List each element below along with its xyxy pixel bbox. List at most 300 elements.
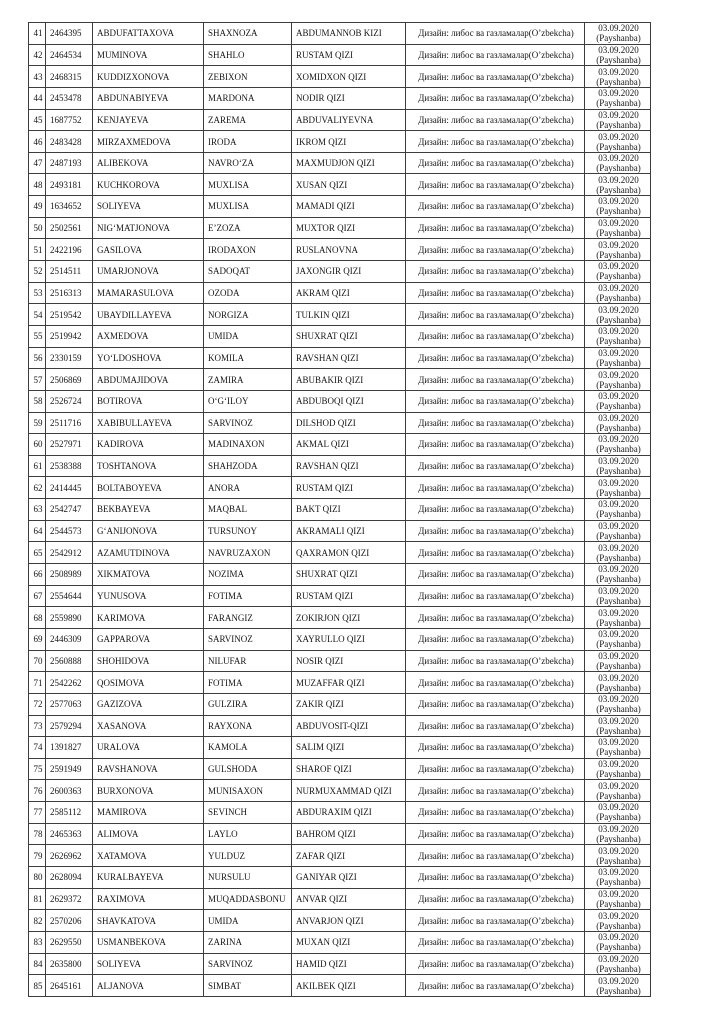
date-text: 03.09.2020	[598, 975, 639, 986]
surname-cell: BOLTABOYEVA	[93, 477, 204, 499]
first-name-cell: KAMOLA	[204, 737, 292, 759]
student-id-cell: 2570206	[46, 910, 93, 932]
surname-cell: BOTIROVA	[93, 390, 204, 412]
exam-date-cell	[585, 455, 651, 477]
student-id-cell: 1391827	[46, 737, 93, 759]
row-number-cell: 64	[29, 520, 46, 542]
surname-cell: BEKBAYEVA	[93, 499, 204, 521]
student-id-cell: 2414445	[46, 477, 93, 499]
student-id-cell: 2645161	[46, 975, 93, 997]
exam-date-cell	[585, 758, 651, 780]
first-name-cell: IRODAXON	[204, 239, 292, 261]
weekday-text: (Payshanba)	[596, 963, 641, 974]
weekday-text: (Payshanba)	[596, 790, 641, 801]
first-name-cell: NURSULU	[204, 866, 292, 888]
subject-cell: Дизайн: либос ва газламалар(O’zbekcha)	[406, 304, 585, 326]
weekday-text: (Payshanba)	[596, 574, 641, 585]
date-text: 03.09.2020	[598, 867, 639, 878]
subject-cell: Дизайн: либос ва газламалар(O’zbekcha)	[406, 239, 585, 261]
surname-cell: ABDUNABIYEVA	[93, 87, 204, 109]
student-id-cell: 2506869	[46, 369, 93, 391]
date-text: 03.09.2020	[598, 845, 639, 856]
student-id-cell: 2544573	[46, 520, 93, 542]
subject-cell: Дизайн: либос ва газламалар(O’zbekcha)	[406, 542, 585, 564]
table-row	[29, 585, 651, 607]
patronymic-cell: ABDUVALIYEVNA	[292, 109, 406, 131]
student-id-cell: 2519942	[46, 325, 93, 347]
exam-date-cell	[585, 196, 651, 218]
row-number-cell: 84	[29, 953, 46, 975]
subject-cell: Дизайн: либос ва газламалар(O’zbekcha)	[406, 390, 585, 412]
subject-cell: Дизайн: либос ва газламалар(O’zbekcha)	[406, 412, 585, 434]
first-name-cell: ZEBIXON	[204, 66, 292, 88]
surname-cell: KUCHKOROVA	[93, 174, 204, 196]
patronymic-cell: ABDUVOSIT-QIZI	[292, 715, 406, 737]
patronymic-cell: SALIM QIZI	[292, 737, 406, 759]
row-number-cell: 41	[29, 23, 46, 45]
exam-date-cell	[585, 261, 651, 283]
surname-cell: GAZIZOVA	[93, 693, 204, 715]
surname-cell: ALIMOVA	[93, 823, 204, 845]
first-name-cell: UMIDA	[204, 325, 292, 347]
date-text: 03.09.2020	[598, 304, 639, 315]
student-id-cell: 2542747	[46, 499, 93, 521]
weekday-text: (Payshanba)	[596, 357, 641, 368]
surname-cell: KURALBAYEVA	[93, 866, 204, 888]
weekday-text: (Payshanba)	[596, 271, 641, 282]
row-number-cell: 78	[29, 823, 46, 845]
patronymic-cell: SHUXRAT QIZI	[292, 325, 406, 347]
date-text: 03.09.2020	[598, 218, 639, 229]
weekday-text: (Payshanba)	[596, 552, 641, 563]
exam-date-cell	[585, 520, 651, 542]
row-number-cell: 83	[29, 931, 46, 953]
surname-cell: MAMIROVA	[93, 802, 204, 824]
surname-cell: AZAMUTDINOVA	[93, 542, 204, 564]
subject-cell: Дизайн: либос ва газламалар(O’zbekcha)	[406, 585, 585, 607]
exam-date-cell	[585, 693, 651, 715]
exam-date-cell	[585, 87, 651, 109]
table-row	[29, 434, 651, 456]
exam-date-cell	[585, 477, 651, 499]
subject-cell: Дизайн: либос ва газламалар(O’zbekcha)	[406, 455, 585, 477]
exam-date-cell	[585, 607, 651, 629]
exam-date-cell	[585, 347, 651, 369]
date-text: 03.09.2020	[598, 672, 639, 683]
first-name-cell: SADOQAT	[204, 261, 292, 283]
row-number-cell: 63	[29, 499, 46, 521]
subject-cell: Дизайн: либос ва газламалар(O’zbekcha)	[406, 325, 585, 347]
first-name-cell: SARVINOZ	[204, 412, 292, 434]
patronymic-cell: NURMUXAMMAD QIZI	[292, 780, 406, 802]
subject-cell: Дизайн: либос ва газламалар(O’zbekcha)	[406, 953, 585, 975]
table-row	[29, 152, 651, 174]
exam-date-cell	[585, 239, 651, 261]
row-number-cell: 62	[29, 477, 46, 499]
table-row	[29, 217, 651, 239]
weekday-text: (Payshanba)	[596, 163, 641, 174]
first-name-cell: SEVINCH	[204, 802, 292, 824]
first-name-cell: NILUFAR	[204, 650, 292, 672]
surname-cell: ALIBEKOVA	[93, 152, 204, 174]
first-name-cell: NORGIZA	[204, 304, 292, 326]
date-text: 03.09.2020	[598, 629, 639, 640]
weekday-text: (Payshanba)	[596, 206, 641, 217]
subject-cell: Дизайн: либос ва газламалар(O’zbekcha)	[406, 152, 585, 174]
date-text: 03.09.2020	[598, 694, 639, 705]
first-name-cell: UMIDA	[204, 910, 292, 932]
table-row	[29, 499, 651, 521]
date-text: 03.09.2020	[598, 953, 639, 964]
exam-date-cell	[585, 802, 651, 824]
patronymic-cell: QAXRAMON QIZI	[292, 542, 406, 564]
weekday-text: (Payshanba)	[596, 531, 641, 542]
date-text: 03.09.2020	[598, 326, 639, 337]
first-name-cell: OZODA	[204, 282, 292, 304]
surname-cell: XATAMOVA	[93, 845, 204, 867]
row-number-cell: 42	[29, 44, 46, 66]
weekday-text: (Payshanba)	[596, 769, 641, 780]
table-row	[29, 412, 651, 434]
exam-date-cell	[585, 369, 651, 391]
row-number-cell: 54	[29, 304, 46, 326]
table-row	[29, 282, 651, 304]
student-id-cell: 2464534	[46, 44, 93, 66]
exam-date-cell	[585, 44, 651, 66]
date-text: 03.09.2020	[598, 585, 639, 596]
surname-cell: MAMARASULOVA	[93, 282, 204, 304]
first-name-cell: GULZIRA	[204, 693, 292, 715]
exam-date-cell	[585, 888, 651, 910]
student-id-cell: 2519542	[46, 304, 93, 326]
row-number-cell: 68	[29, 607, 46, 629]
date-text: 03.09.2020	[598, 196, 639, 207]
table-row	[29, 542, 651, 564]
surname-cell: BURXONOVA	[93, 780, 204, 802]
weekday-text: (Payshanba)	[596, 33, 641, 44]
subject-cell: Дизайн: либос ва газламалар(O’zbekcha)	[406, 845, 585, 867]
row-number-cell: 56	[29, 347, 46, 369]
student-id-cell: 2635800	[46, 953, 93, 975]
table-row	[29, 931, 651, 953]
surname-cell: SOLIYEVA	[93, 953, 204, 975]
student-id-cell: 2422196	[46, 239, 93, 261]
first-name-cell: E’ZOZA	[204, 217, 292, 239]
row-number-cell: 44	[29, 87, 46, 109]
patronymic-cell: DILSHOD QIZI	[292, 412, 406, 434]
student-id-cell: 2527971	[46, 434, 93, 456]
first-name-cell: ZARINA	[204, 931, 292, 953]
patronymic-cell: ABDURAXIM QIZI	[292, 802, 406, 824]
subject-cell: Дизайн: либос ва газламалар(O’zbekcha)	[406, 87, 585, 109]
student-id-cell: 2629372	[46, 888, 93, 910]
row-number-cell: 73	[29, 715, 46, 737]
table-row	[29, 131, 651, 153]
student-id-cell: 1687752	[46, 109, 93, 131]
weekday-text: (Payshanba)	[596, 942, 641, 953]
weekday-text: (Payshanba)	[596, 617, 641, 628]
date-text: 03.09.2020	[598, 759, 639, 770]
first-name-cell: MADINAXON	[204, 434, 292, 456]
subject-cell: Дизайн: либос ва газламалар(O’zbekcha)	[406, 693, 585, 715]
patronymic-cell: GANIYAR QIZI	[292, 866, 406, 888]
student-id-cell: 2465363	[46, 823, 93, 845]
surname-cell: RAXIMOVA	[93, 888, 204, 910]
exam-date-cell	[585, 737, 651, 759]
exam-date-cell	[585, 953, 651, 975]
weekday-text: (Payshanba)	[596, 119, 641, 130]
first-name-cell: ANORA	[204, 477, 292, 499]
table-row	[29, 564, 651, 586]
surname-cell: ABDUMAJIDOVA	[93, 369, 204, 391]
first-name-cell: MUXLISA	[204, 174, 292, 196]
date-text: 03.09.2020	[598, 824, 639, 835]
exam-date-cell	[585, 780, 651, 802]
date-text: 03.09.2020	[598, 391, 639, 402]
exam-date-cell	[585, 542, 651, 564]
student-id-cell: 2446309	[46, 628, 93, 650]
surname-cell: RAVSHANOVA	[93, 758, 204, 780]
surname-cell: KUDDIZXONOVA	[93, 66, 204, 88]
table-row	[29, 715, 651, 737]
row-number-cell: 71	[29, 672, 46, 694]
surname-cell: GASILOVA	[93, 239, 204, 261]
row-number-cell: 82	[29, 910, 46, 932]
student-id-cell: 1634652	[46, 196, 93, 218]
table-row	[29, 347, 651, 369]
student-id-cell: 2585112	[46, 802, 93, 824]
exam-date-cell	[585, 628, 651, 650]
student-id-cell: 2453478	[46, 87, 93, 109]
first-name-cell: YULDUZ	[204, 845, 292, 867]
student-id-cell: 2626962	[46, 845, 93, 867]
row-number-cell: 43	[29, 66, 46, 88]
table-row	[29, 390, 651, 412]
subject-cell: Дизайн: либос ва газламалар(O’zbekcha)	[406, 758, 585, 780]
subject-cell: Дизайн: либос ва газламалар(O’zbekcha)	[406, 802, 585, 824]
student-id-cell: 2559890	[46, 607, 93, 629]
patronymic-cell: NOSIR QIZI	[292, 650, 406, 672]
subject-cell: Дизайн: либос ва газламалар(O’zbekcha)	[406, 196, 585, 218]
patronymic-cell: RUSLANOVNA	[292, 239, 406, 261]
row-number-cell: 57	[29, 369, 46, 391]
first-name-cell: FOTIMA	[204, 585, 292, 607]
row-number-cell: 60	[29, 434, 46, 456]
subject-cell: Дизайн: либос ва газламалар(O’zbekcha)	[406, 66, 585, 88]
table-row	[29, 44, 651, 66]
first-name-cell: TURSUNOY	[204, 520, 292, 542]
subject-cell: Дизайн: либос ва газламалар(O’zbekcha)	[406, 737, 585, 759]
table-body	[29, 23, 651, 997]
patronymic-cell: IKROM QIZI	[292, 131, 406, 153]
subject-cell: Дизайн: либос ва газламалар(O’zbekcha)	[406, 823, 585, 845]
first-name-cell: SARVINOZ	[204, 953, 292, 975]
table-row	[29, 304, 651, 326]
table-row	[29, 607, 651, 629]
patronymic-cell: RUSTAM QIZI	[292, 477, 406, 499]
surname-cell: UBAYDILLAYEVA	[93, 304, 204, 326]
weekday-text: (Payshanba)	[596, 293, 641, 303]
exam-date-cell	[585, 585, 651, 607]
first-name-cell: NAVRO‘ZA	[204, 152, 292, 174]
table-row	[29, 737, 651, 759]
weekday-text: (Payshanba)	[596, 920, 641, 931]
date-text: 03.09.2020	[598, 283, 639, 293]
subject-cell: Дизайн: либос ва газламалар(O’zbekcha)	[406, 628, 585, 650]
date-text: 03.09.2020	[598, 261, 639, 272]
student-id-cell: 2554644	[46, 585, 93, 607]
table-row	[29, 261, 651, 283]
subject-cell: Дизайн: либос ва газламалар(O’zbekcha)	[406, 650, 585, 672]
surname-cell: NIG‘MATJONOVA	[93, 217, 204, 239]
patronymic-cell: RUSTAM QIZI	[292, 585, 406, 607]
student-id-cell: 2600363	[46, 780, 93, 802]
table-row	[29, 325, 651, 347]
first-name-cell: ZAREMA	[204, 109, 292, 131]
surname-cell: YO‘LDOSHOVA	[93, 347, 204, 369]
weekday-text: (Payshanba)	[596, 877, 641, 888]
surname-cell: USMANBEKOVA	[93, 931, 204, 953]
table-row	[29, 109, 651, 131]
row-number-cell: 76	[29, 780, 46, 802]
first-name-cell: MUNISAXON	[204, 780, 292, 802]
subject-cell: Дизайн: либос ва газламалар(O’zbekcha)	[406, 607, 585, 629]
date-text: 03.09.2020	[598, 153, 639, 164]
subject-cell: Дизайн: либос ва газламалар(O’zbekcha)	[406, 477, 585, 499]
student-id-cell: 2577063	[46, 693, 93, 715]
exam-date-cell	[585, 823, 651, 845]
student-id-cell: 2629550	[46, 931, 93, 953]
subject-cell: Дизайн: либос ва газламалар(O’zbekcha)	[406, 888, 585, 910]
patronymic-cell: MUXTOR QIZI	[292, 217, 406, 239]
student-id-cell: 2493181	[46, 174, 93, 196]
date-text: 03.09.2020	[598, 66, 639, 77]
student-id-cell: 2330159	[46, 347, 93, 369]
surname-cell: TOSHTANOVA	[93, 455, 204, 477]
surname-cell: ABDUFATTAXOVA	[93, 23, 204, 45]
weekday-text: (Payshanba)	[596, 487, 641, 498]
date-text: 03.09.2020	[598, 932, 639, 943]
first-name-cell: LAYLO	[204, 823, 292, 845]
patronymic-cell: TULKIN QIZI	[292, 304, 406, 326]
row-number-cell: 65	[29, 542, 46, 564]
patronymic-cell: MUZAFFAR QIZI	[292, 672, 406, 694]
table-row	[29, 23, 651, 45]
student-id-cell: 2542262	[46, 672, 93, 694]
row-number-cell: 55	[29, 325, 46, 347]
exam-date-cell	[585, 217, 651, 239]
row-number-cell: 75	[29, 758, 46, 780]
exam-date-cell	[585, 672, 651, 694]
subject-cell: Дизайн: либос ва газламалар(O’zbekcha)	[406, 975, 585, 997]
surname-cell: KADIROVA	[93, 434, 204, 456]
patronymic-cell: ZOKIRJON QIZI	[292, 607, 406, 629]
date-text: 03.09.2020	[598, 607, 639, 618]
first-name-cell: MUXLISA	[204, 196, 292, 218]
exam-date-cell	[585, 174, 651, 196]
row-number-cell: 61	[29, 455, 46, 477]
surname-cell: XIKMATOVA	[93, 564, 204, 586]
date-text: 03.09.2020	[598, 910, 639, 921]
date-text: 03.09.2020	[598, 456, 639, 467]
patronymic-cell: MAMADI QIZI	[292, 196, 406, 218]
exam-date-cell	[585, 650, 651, 672]
exam-date-cell	[585, 910, 651, 932]
first-name-cell: SHAHLO	[204, 44, 292, 66]
patronymic-cell: XAYRULLO QIZI	[292, 628, 406, 650]
exam-date-cell	[585, 390, 651, 412]
table-row	[29, 693, 651, 715]
first-name-cell: MARDONA	[204, 87, 292, 109]
table-row	[29, 87, 651, 109]
exam-date-cell	[585, 109, 651, 131]
patronymic-cell: MAXMUDJON QIZI	[292, 152, 406, 174]
weekday-text: (Payshanba)	[596, 76, 641, 87]
weekday-text: (Payshanba)	[596, 834, 641, 845]
exam-date-cell	[585, 304, 651, 326]
patronymic-cell: ZAKIR QIZI	[292, 693, 406, 715]
date-text: 03.09.2020	[598, 499, 639, 510]
student-id-cell: 2483428	[46, 131, 93, 153]
weekday-text: (Payshanba)	[596, 54, 641, 65]
table-row	[29, 975, 651, 997]
exam-date-cell	[585, 66, 651, 88]
date-text: 03.09.2020	[598, 888, 639, 899]
surname-cell: UMARJONOVA	[93, 261, 204, 283]
student-id-cell: 2514511	[46, 261, 93, 283]
patronymic-cell: ANVAR QIZI	[292, 888, 406, 910]
date-text: 03.09.2020	[598, 434, 639, 445]
student-id-cell: 2560888	[46, 650, 93, 672]
student-id-cell: 2542912	[46, 542, 93, 564]
exam-date-cell	[585, 975, 651, 997]
table-row	[29, 758, 651, 780]
patronymic-cell: NODIR QIZI	[292, 87, 406, 109]
student-id-cell: 2468315	[46, 66, 93, 88]
weekday-text: (Payshanba)	[596, 595, 641, 606]
weekday-text: (Payshanba)	[596, 249, 641, 260]
surname-cell: SHAVKATOVA	[93, 910, 204, 932]
table-row	[29, 802, 651, 824]
exam-date-cell	[585, 866, 651, 888]
weekday-text: (Payshanba)	[596, 509, 641, 520]
weekday-text: (Payshanba)	[596, 336, 641, 347]
weekday-text: (Payshanba)	[596, 704, 641, 715]
weekday-text: (Payshanba)	[596, 898, 641, 909]
date-text: 03.09.2020	[598, 802, 639, 813]
first-name-cell: IRODA	[204, 131, 292, 153]
patronymic-cell: ABDUBOQI QIZI	[292, 390, 406, 412]
table-row	[29, 953, 651, 975]
subject-cell: Дизайн: либос ва газламалар(O’zbekcha)	[406, 217, 585, 239]
weekday-text: (Payshanba)	[596, 314, 641, 325]
subject-cell: Дизайн: либос ва газламалар(O’zbekcha)	[406, 369, 585, 391]
subject-cell: Дизайн: либос ва газламалар(O’zbekcha)	[406, 44, 585, 66]
weekday-text: (Payshanba)	[596, 184, 641, 195]
exam-date-cell	[585, 23, 651, 45]
date-text: 03.09.2020	[598, 347, 639, 358]
table-row	[29, 174, 651, 196]
weekday-text: (Payshanba)	[596, 401, 641, 412]
weekday-text: (Payshanba)	[596, 466, 641, 477]
student-id-cell: 2511716	[46, 412, 93, 434]
first-name-cell: ZAMIRA	[204, 369, 292, 391]
row-number-cell: 79	[29, 845, 46, 867]
patronymic-cell: RUSTAM QIZI	[292, 44, 406, 66]
subject-cell: Дизайн: либос ва газламалар(O’zbekcha)	[406, 131, 585, 153]
patronymic-cell: ZAFAR QIZI	[292, 845, 406, 867]
patronymic-cell: RAVSHAN QIZI	[292, 347, 406, 369]
